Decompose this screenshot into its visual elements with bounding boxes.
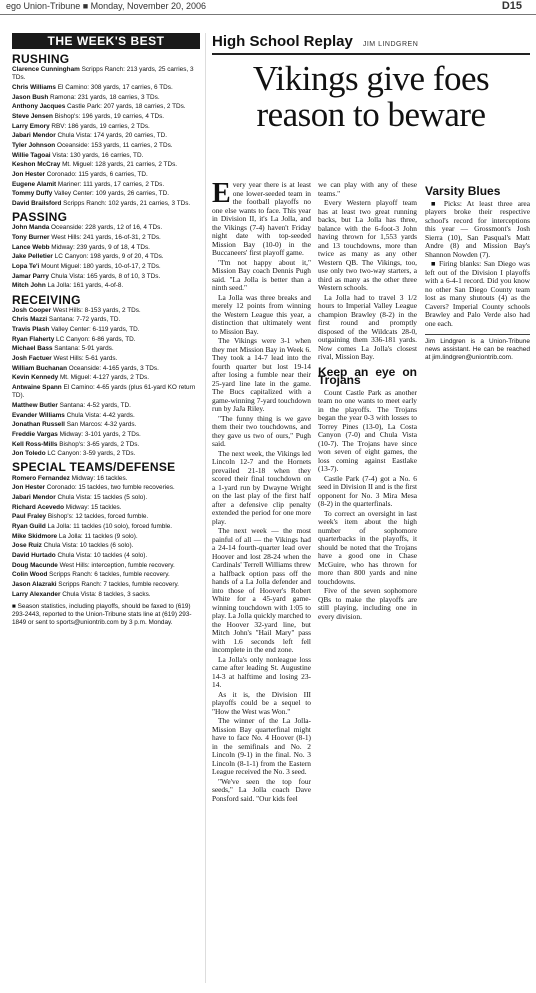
stat-line: Oceanside: 228 yards, 12 of 16, 4 TDs. — [49, 224, 163, 232]
page-header — [0, 0, 536, 14]
stat-entry — [12, 412, 200, 420]
article-column-1 — [212, 178, 311, 804]
article-paragraph: Count Castle Park as another team no one wants to meet early in the playoffs. The Trojans began the year 0-3 with losses to Torrey Pines (13-0), La Costa Canyon (7-0) and Chula Vista (10-7). The Trojans have since won seven of eight games, the loss coming against Eastlake (13-7). — [318, 387, 417, 473]
header-dateline: ego Union-Tribune ■ Monday, November 20, 2006 — [6, 1, 207, 11]
article-column-3 — [425, 181, 530, 362]
stat-line: LC Canyon: 3-59 yards, 2 TDs. — [45, 450, 136, 458]
player-name: Jon Hester — [12, 171, 46, 179]
stat-entry — [12, 345, 200, 353]
headline-line-1: Vikings give foes — [252, 59, 490, 98]
article-paragraph: As it is, the Division III playoffs could be a sequel to "How the West was Won." — [212, 689, 311, 716]
player-name: William Buchanan — [12, 364, 67, 372]
article-paragraph: The Vikings were 3-1 when they met Mission Bay in Week 6. They took a 14-7 lead into the fourth quarter but lost 19-14 after losing a fumble near their 25-yard line late in the game. The Bucs capitalized with a game-winning 7-yard touchdown run by JaJa Riley. — [212, 336, 311, 413]
stat-entry — [12, 365, 200, 373]
stat-entry — [12, 494, 200, 502]
player-name: Colin Wood — [12, 571, 48, 579]
article-paragraph: "The funny thing is we gave them their two touchdowns, and they gave us two of ours," Pugh said. — [212, 413, 311, 448]
player-name: Jason Alazraki — [12, 581, 57, 589]
stat-line: El Camino: 4-65 yards (plus 61-yard KO return TD). — [12, 384, 196, 400]
stat-line: Coronado: 115 yards, 6 carries, TD. — [45, 171, 148, 179]
article-paragraph: La Jolla's only nonleague loss came after leading St. Augustine 14-3 at halftime and losing 23-14. — [212, 654, 311, 689]
article-paragraph: The next week, the Vikings led Lincoln 12-7 and the Hornets prevailed 21-18 when they scored their final touchdown on a 1-yard run by Dwayne Wright on the last play of the first half after a defensive clip penalty extended the period for one more play. — [212, 448, 311, 526]
stat-entry — [12, 316, 200, 324]
stat-line: Scripps Ranch: 7 tackles, fumble recovery. — [56, 581, 179, 589]
page-number: D15 — [501, 0, 522, 12]
player-name: Richard Acevedo — [12, 503, 64, 511]
stat-entry — [12, 263, 200, 271]
stat-line: El Camino: 308 yards, 17 carries, 6 TDs. — [55, 83, 173, 91]
stat-line: West Hills: 5-61 yards. — [51, 355, 118, 363]
player-name: Josh Factuer — [12, 355, 52, 363]
player-name: Travis Plash — [12, 326, 50, 333]
stat-line: RBV: 186 yards, 19 carries, 2 TDs. — [49, 122, 150, 130]
player-name: Jon Hester — [12, 484, 46, 492]
stat-line: Bishop's: 12 tackles, forced fumble. — [46, 513, 149, 521]
player-name: Willie Tagoai — [12, 151, 51, 159]
player-name: Jonathan Russell — [12, 421, 65, 429]
stat-line: Midway: 16 tackles. — [69, 474, 128, 482]
stat-entry — [12, 402, 200, 410]
stat-entry — [12, 484, 200, 492]
player-name: David Hurtado — [12, 552, 56, 560]
player-name: Lopa Te'i — [12, 263, 40, 271]
player-name: Mitch John — [12, 282, 46, 290]
stat-line: La Jolla: 11 tackles (10 solo), forced fumble. — [45, 522, 173, 530]
article — [212, 33, 530, 803]
section-title: PASSING — [12, 210, 68, 225]
stat-line: Valley Center: 6-119 yards, TD. — [49, 326, 140, 333]
player-name: Michael Bass — [12, 345, 53, 353]
article-paragraph: La Jolla was three breaks and merely 12 points from winning the Western League this year, a distinction that ultimately went to Mission Bay. — [212, 292, 311, 336]
player-name: Kevin Kennedy — [12, 374, 59, 382]
stat-line: Oceanside: 153 yards, 11 carries, 2 TDs. — [55, 142, 173, 149]
stat-line: LC Canyon: 198 yards, 9 of 20, 4 TDs. — [52, 253, 164, 261]
article-paragraph: we can play with any of these teams." — [318, 180, 417, 198]
stat-line: Santana: 5-91 yards. — [52, 345, 114, 353]
column-divider — [205, 33, 206, 983]
player-name: Ryan Guild — [12, 522, 46, 530]
stat-line: Midway: 3-101 yards, 2 TDs. — [57, 430, 141, 438]
player-name: David Brailsford — [12, 200, 62, 208]
article-column-2 — [318, 181, 417, 622]
stat-entry — [12, 421, 200, 429]
stat-line: Mt. Miguel: 128 yards, 21 carries, 2 TDs. — [60, 161, 178, 169]
player-name: Steve Jensen — [12, 112, 53, 120]
stat-line: Scripps Ranch: 6 tackles, fumble recovery. — [47, 571, 170, 579]
player-name: Keshon McCray — [12, 161, 61, 169]
stat-entry — [12, 113, 200, 121]
section-title: SPECIAL TEAMS/DEFENSE — [12, 460, 176, 475]
stat-entry — [12, 513, 200, 521]
stat-entry — [12, 142, 200, 150]
kicker: High School Replay — [212, 33, 353, 50]
player-name: Jamar Parry — [12, 272, 49, 280]
section-title: RUSHING — [12, 52, 70, 66]
stat-entry — [12, 200, 200, 208]
stat-line: West Hills: interception, fumble recovery. — [57, 561, 175, 569]
stat-line: Mariner: 111 yards, 17 carries, 2 TDs. — [56, 180, 165, 188]
player-name: Eugene Alamit — [12, 180, 57, 188]
headline — [212, 61, 530, 133]
stat-line: San Marcos: 4-32 yards. — [64, 421, 137, 429]
stat-line: Mount Miguel: 180 yards, 10-of-17, 2 TDs. — [39, 263, 161, 271]
stat-entry — [12, 523, 200, 531]
stat-entry — [12, 273, 200, 281]
article-paragraph: The winner of the La Jolla-Mission Bay quarterfinal might have to face No. 4 Hoover (8-1) in the semifinals and No. 2 Lincoln (9-1) in the final. No. 3 Lincoln (8-1-1) from the Eastern League received the No. 3 seed. — [212, 716, 311, 776]
stat-line: Valley Center: 109 yards, 26 carries, TD. — [52, 190, 169, 198]
stat-line: Chula Vista: 165 yards, 8 of 10, 3 TDs. — [48, 272, 161, 280]
stat-entry — [12, 94, 200, 102]
stat-line: Chula Vista: 174 yards, 20 carries, TD. — [55, 132, 167, 140]
player-name: Freddie Vargas — [12, 430, 58, 438]
stat-entry — [12, 253, 200, 261]
article-paragraph: The next week — the most painful of all — the Vikings had a 24-14 fourth-quarter lead over Hoover and lost 28-24 when the Cardinals' Terrell Williams threw a halfback option pass off the hands of a La Jolla defender and into those of Hoover's Robert White for a 45-yard game-winning touchdown with 1:05 to play. La Jolla quickly marched to the Hoover 32-yard line, but Mitch John's "Hail Mary" pass with 1.6 seconds left fell incomplete in the end zone. — [212, 526, 311, 654]
kicker-rule — [212, 53, 530, 55]
player-name: Tyler Johnson — [12, 142, 56, 149]
player-name: Lance Webb — [12, 243, 50, 251]
player-name: Antwaine Spann — [12, 384, 62, 392]
stat-entry — [12, 542, 200, 550]
section-title: RECEIVING — [12, 292, 81, 307]
article-paragraph: To correct an oversight in last week's item about the high number of sophomore quarterbacks in the playoffs, it should be noted that the Trojans have a good one in Chase McGuire, who has thrown for more than 800 yards and nine touchdowns. — [318, 508, 417, 586]
stat-line: La Jolla: 161 yards, 4-of-8. — [45, 282, 124, 290]
player-name: Romero Fernandez — [12, 474, 70, 482]
stat-line: LC Canyon: 6-86 yards, TD. — [54, 335, 136, 343]
article-paragraph: Five of the seven sophomore QBs to make the playoffs are still playing, including one in every division. — [318, 586, 417, 621]
stat-line: Castle Park: 207 yards, 18 carries, 2 TDs. — [65, 103, 186, 111]
stat-line: Chula Vista: 8 tackles, 3 sacks. — [60, 590, 151, 598]
player-name: Larry Emory — [12, 122, 50, 130]
stat-line: Midway: 239 yards, 9 of 18, 4 TDs. — [49, 243, 150, 251]
subhead: Keep an eye on Trojans — [318, 364, 417, 387]
stat-entry — [12, 571, 200, 579]
stat-entry — [12, 384, 200, 400]
headline-line-2: reason to beware — [256, 95, 486, 134]
player-name: Jose Ruiz — [12, 542, 42, 550]
article-paragraph: "We've seen the top four seeds," La Jolla coach Dave Ponsford said. "Our kids feel — [212, 776, 311, 803]
stat-entry — [12, 450, 200, 458]
stat-line: Bishop's: 196 yards, 19 carries, 4 TDs. — [52, 112, 165, 120]
stat-line: West Hills: 241 yards, 16-of-31, 2 TDs. — [49, 234, 161, 241]
stat-line: Vista: 130 yards, 16 carries, TD. — [50, 151, 144, 159]
stat-entry — [12, 355, 200, 363]
stat-entry — [12, 84, 200, 92]
player-name: Mike Skidmore — [12, 532, 58, 540]
byline: JIM LINDGREN — [362, 41, 419, 48]
author-credit: Jim Lindgren is a Union-Tribune news assistant. He can be reached at jim.lindgren@uniontrib.com. — [425, 334, 530, 362]
player-name: Jon Toledo — [12, 450, 46, 458]
stat-line: Mt. Miguel: 4-127 yards, 2 TDs. — [58, 374, 149, 382]
player-name: Jabari Mendor — [12, 493, 56, 501]
stat-line: Coronado: 15 tackles, two fumble recoveries. — [45, 484, 175, 492]
stat-entry — [12, 475, 200, 483]
stat-entry — [12, 336, 200, 344]
stat-line: Chula Vista: 4-42 yards. — [64, 411, 135, 419]
stat-entry — [12, 431, 200, 439]
stat-entry — [12, 161, 200, 169]
stat-entry — [12, 181, 200, 189]
player-name: Larry Alexander — [12, 590, 61, 598]
stat-entry — [12, 504, 200, 512]
stat-line: Bishop's: 3-65 yards, 2 TDs. — [57, 440, 140, 448]
article-paragraph: ■ Firing blanks: San Diego was left out of the Division I playoffs with a 6-4-1 record. Did you know no other San Diego County team lost as many shutouts (4) as the Cavers? Imperial County schools Brawley and Palo Verde also had one each. — [425, 259, 530, 328]
subhead: Varsity Blues — [425, 184, 501, 198]
stat-line: Oceanside: 4-165 yards, 3 TDs. — [66, 364, 159, 372]
stat-entry — [12, 190, 200, 198]
stat-entry — [12, 326, 200, 334]
player-name: Chris Williams — [12, 83, 56, 91]
stat-entry — [12, 441, 200, 449]
player-name: Jake Pelletier — [12, 253, 53, 261]
stat-line: West Hills: 8-153 yards, 2 TDs. — [51, 306, 141, 314]
article-paragraph: Every Western playoff team has at least two great running backs, but La Jolla has three, balance with the 6-foot-3 John having thrown for 1,553 yards and 13 touchdowns, more than twice as many as any other Western QB. The Vikings, too, use only two two-way starters, a third as many as the other three Western schools. — [318, 198, 417, 292]
article-paragraph: very year there is at least one lower-seeded team in the football playoffs no one else wants to face. This year in Division II, it's La Jolla, and the Vikings (7-4) haven't Friday night date with top-seeded Mission Bay (10-0) in the Buccaneers' first playoff game. — [212, 180, 311, 257]
drop-cap: E — [212, 178, 231, 209]
stats-footnote: ■ Season statistics, including playoffs, should be faxed to (619) 293-2443, reported to the Union-Tribune stats line at (619) 293-1849 or sent to sports@uniontrib.com by 3 p.m. Monday. — [12, 602, 192, 627]
article-paragraph: ■ Picks: At least three area players broke their respective school's record for interceptions this year — Grossmont's Josh Sierra (10), San Pasqual's Matt Andre (8) and Mission Bay's Shannon Nowden (7). — [425, 198, 530, 259]
player-name: Doug Macunde — [12, 561, 58, 569]
stat-line: Santana: 4-52 yards, TD. — [57, 401, 131, 409]
stat-entry — [12, 103, 200, 111]
weeks-best-sidebar — [12, 33, 200, 993]
stat-entry — [12, 307, 200, 315]
stat-entry — [12, 152, 200, 160]
stat-line: Ramona: 231 yards, 18 carries, 3 TDs. — [48, 93, 160, 101]
stat-line: Scripps Ranch: 213 yards, 25 carries, 3 TDs. — [12, 66, 194, 82]
stat-line: Chula Vista: 15 tackles (5 solo). — [55, 493, 148, 501]
player-name: Kell Ross-Mills — [12, 440, 58, 448]
stat-sections — [12, 52, 200, 599]
player-name: Jabari Mendor — [12, 132, 56, 140]
stat-entry — [12, 591, 200, 599]
stat-entry — [12, 66, 200, 82]
stat-entry — [12, 234, 200, 242]
player-name: Tony Burner — [12, 234, 50, 241]
stat-entry — [12, 552, 200, 560]
stat-entry — [12, 132, 200, 140]
player-name: Josh Cooper — [12, 306, 52, 314]
player-name: Tommy Duffy — [12, 190, 53, 198]
player-name: John Manda — [12, 224, 50, 232]
player-name: Anthony Jacques — [12, 103, 66, 111]
stat-entry — [12, 171, 200, 179]
stat-line: Santana: 7-72 yards, TD. — [47, 316, 121, 324]
stat-entry — [12, 374, 200, 382]
player-name: Clarence Cunningham — [12, 66, 80, 74]
stat-line: Chula Vista: 10 tackles (4 solo). — [55, 552, 148, 560]
header-rule — [0, 14, 536, 15]
article-paragraph: "I'm not happy about it," Mission Bay coach Dennis Pugh said. "La Jolla is better than a ninth seed." — [212, 257, 311, 292]
article-paragraph: La Jolla had to travel 3 1/2 hours to Imperial Valley League champion Brawley (8-2) in the first round and promptly disposed of the Wildcats 28-0, outgaining them 336-181 yards. Now comes La Jolla's closest rival, Mission Bay. — [318, 292, 417, 361]
stat-entry — [12, 562, 200, 570]
weeks-best-banner: THE WEEK'S BEST — [12, 33, 200, 49]
stat-entry — [12, 282, 200, 290]
stat-line: Chula Vista: 10 tackles (6 solo). — [41, 542, 134, 550]
stat-entry — [12, 224, 200, 232]
player-name: Jason Bush — [12, 93, 49, 101]
player-name: Paul Fraley — [12, 513, 47, 521]
player-name: Ryan Flaherty — [12, 335, 55, 343]
stat-entry — [12, 123, 200, 131]
stat-entry — [12, 244, 200, 252]
player-name: Evander Williams — [12, 411, 65, 419]
stat-entry — [12, 533, 200, 541]
stat-entry — [12, 581, 200, 589]
player-name: Matthew Butler — [12, 401, 58, 409]
stat-line: La Jolla: 11 tackles (9 solo). — [57, 532, 138, 540]
player-name: Chris Mazzi — [12, 316, 48, 324]
article-paragraph: Castle Park (7-4) got a No. 6 seed in Division II and is the first opponent for No. 3 Mira Mesa (8-2) in the quarterfinals. — [318, 473, 417, 508]
stat-line: Midway: 15 tackles. — [63, 503, 122, 511]
stat-line: Scripps Ranch: 102 yards, 21 carries, 3 TDs. — [61, 200, 191, 208]
